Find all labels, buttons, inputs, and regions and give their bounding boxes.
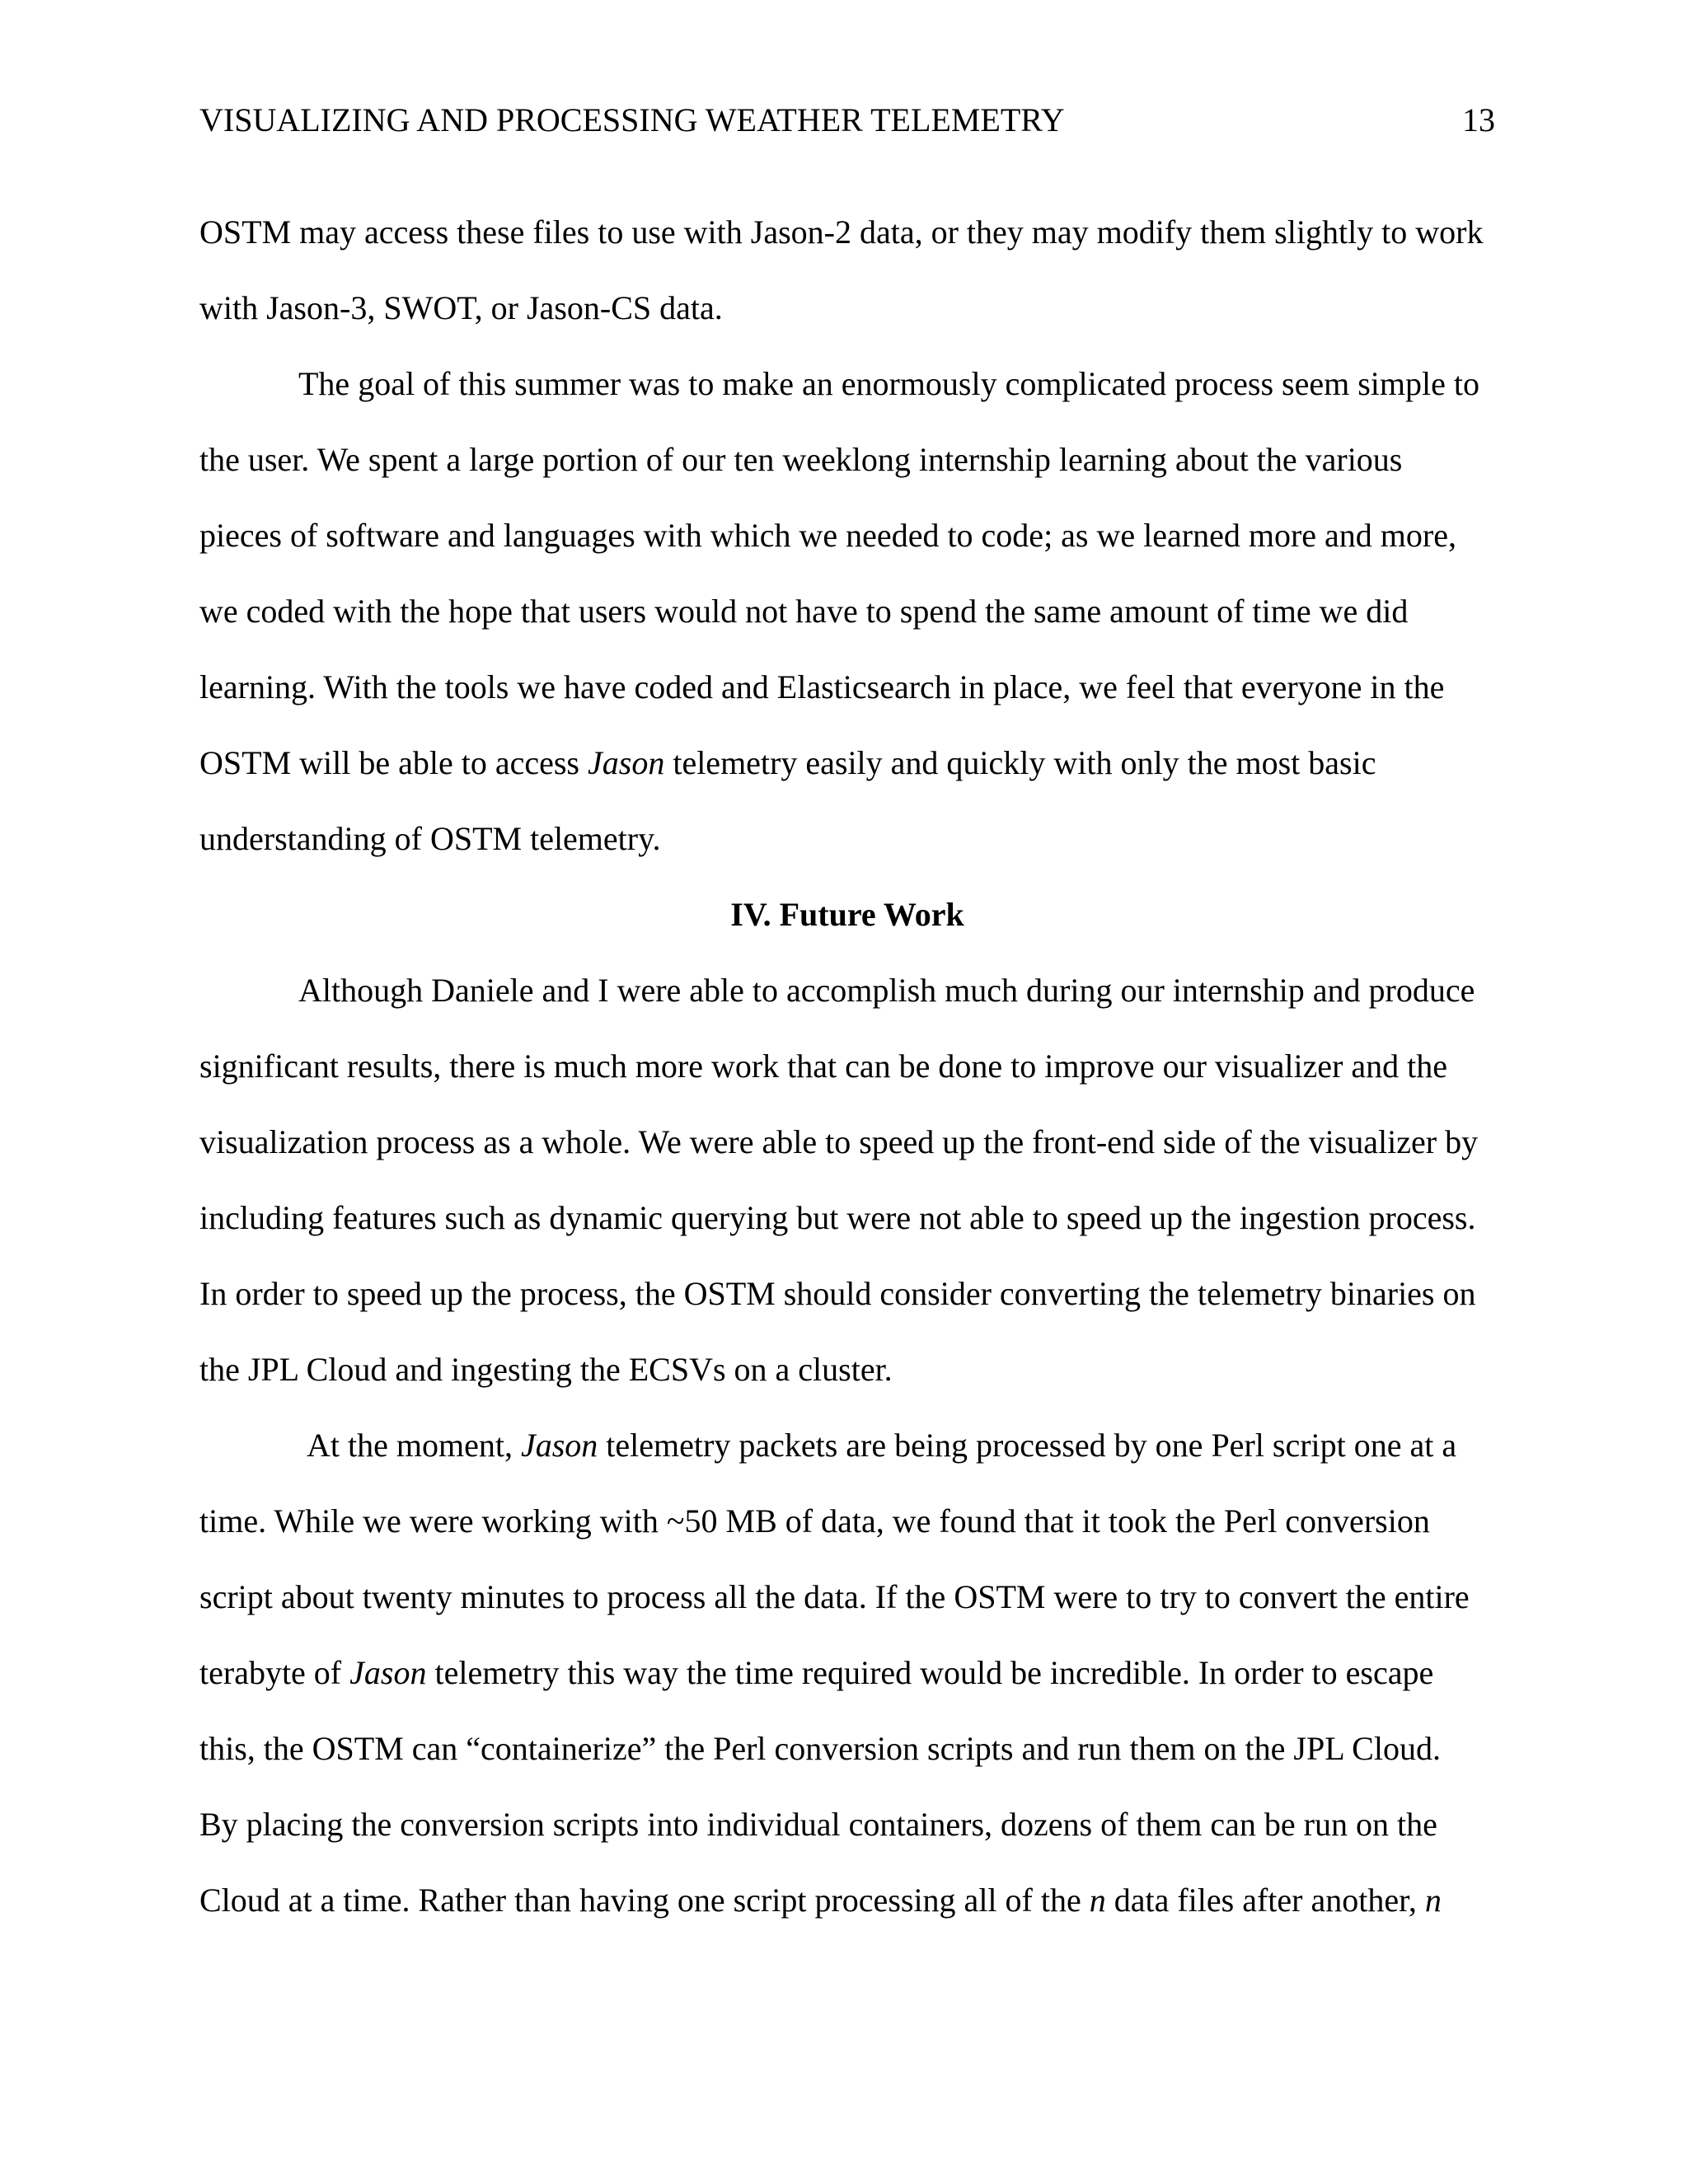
italic-term: Jason: [588, 744, 665, 781]
text-line: time. While we were working with ~50 MB of data, we found that it took the Perl conversion: [199, 1502, 1430, 1540]
text-line: [199, 1635, 1495, 1711]
text-line: [199, 725, 1495, 801]
text-line: By placing the conversion scripts into individual containers, dozens of them can be run on the: [199, 1806, 1437, 1843]
text-line: The goal of this summer was to make an enormously complicated process seem simple to: [298, 365, 1479, 402]
running-head: VISUALIZING AND PROCESSING WEATHER TELEMETRY: [199, 101, 1065, 138]
italic-variable: n: [1089, 1882, 1106, 1919]
text-run: Cloud at a time. Rather than having one script processing all of the: [199, 1882, 1090, 1919]
text-run: At the moment,: [307, 1427, 521, 1464]
italic-term: Jason: [520, 1427, 598, 1464]
text-line: significant results, there is much more work that can be done to improve our visualizer and the: [199, 1047, 1448, 1085]
text-line: OSTM may access these files to use with Jason-2 data, or they may modify them slightly to work: [199, 213, 1484, 251]
text-line: the user. We spent a large portion of our ten weeklong internship learning about the various: [199, 441, 1403, 478]
text-line: [199, 1863, 1495, 1938]
text-line: pieces of software and languages with which we needed to code; as we learned more and more,: [199, 517, 1456, 554]
text-line: Although Daniele and I were able to accomplish much during our internship and produce: [298, 972, 1475, 1009]
text-line: [199, 1408, 1495, 1483]
text-line: visualization process as a whole. We were able to speed up the front-end side of the visualizer by: [199, 1123, 1479, 1160]
page-header: [199, 96, 1495, 145]
text-run: data files after another,: [1105, 1882, 1425, 1919]
text-line: we coded with the hope that users would not have to spend the same amount of time we did: [199, 593, 1409, 630]
text-run: telemetry easily and quickly with only the most basic: [664, 744, 1376, 781]
text-line: script about twenty minutes to process all the data. If the OSTM were to try to convert the entire: [199, 1578, 1470, 1615]
text-line: including features such as dynamic querying but were not able to speed up the ingestion process.: [199, 1199, 1476, 1236]
text-line: this, the OSTM can “containerize” the Perl conversion scripts and run them on the JPL Cloud.: [199, 1730, 1441, 1767]
text-line: with Jason-3, SWOT, or Jason-CS data.: [199, 289, 723, 326]
text-run: telemetry packets are being processed by one Perl script one at a: [598, 1427, 1457, 1464]
page-number: 13: [1462, 101, 1495, 138]
italic-variable: n: [1424, 1882, 1442, 1919]
text-run: terabyte of: [199, 1654, 350, 1691]
text-run: OSTM will be able to access: [199, 744, 588, 781]
italic-term: Jason: [349, 1654, 427, 1691]
text-line: understanding of OSTM telemetry.: [199, 820, 661, 857]
text-line: learning. With the tools we have coded and Elasticsearch in place, we feel that everyone in the: [199, 668, 1445, 705]
text-line: In order to speed up the process, the OSTM should consider converting the telemetry binaries on: [199, 1275, 1476, 1312]
text-run: telemetry this way the time required would be incredible. In order to escape: [426, 1654, 1434, 1691]
body-text: [199, 194, 1495, 1938]
text-line: the JPL Cloud and ingesting the ECSVs on a cluster.: [199, 1351, 893, 1388]
section-heading: IV. Future Work: [730, 896, 964, 933]
